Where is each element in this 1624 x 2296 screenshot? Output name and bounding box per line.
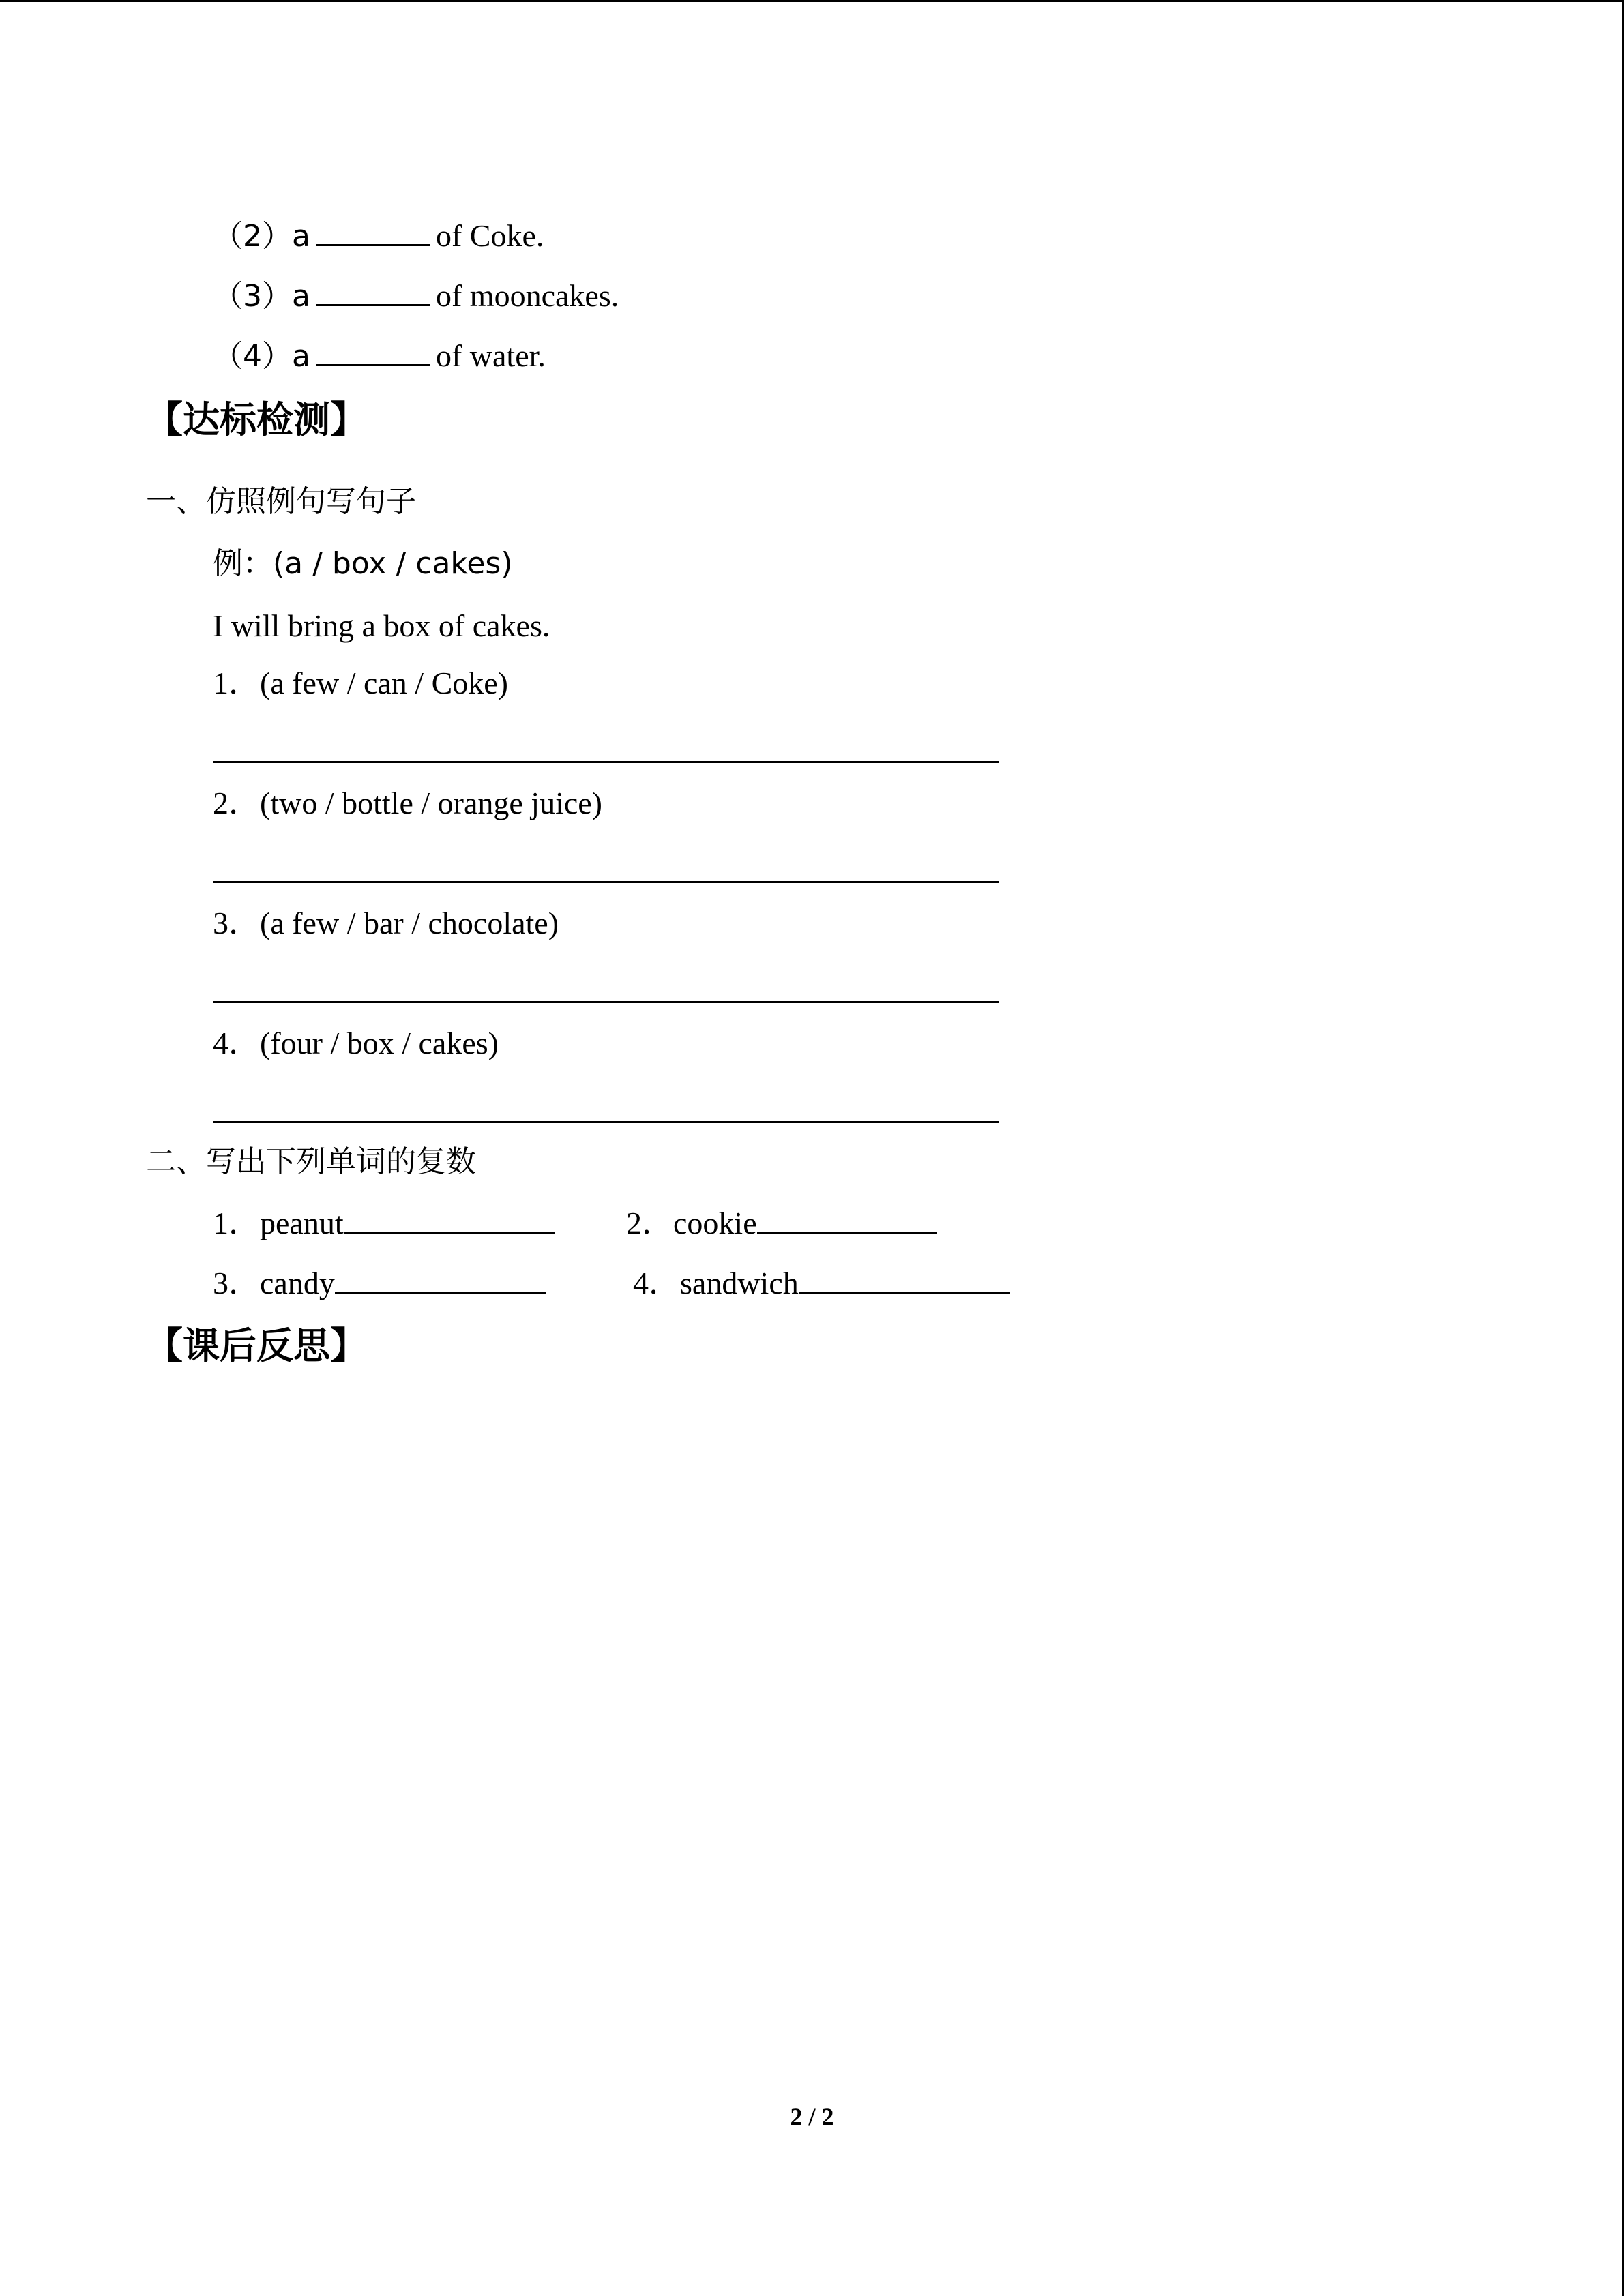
- plural-word: 4．sandwich: [633, 1266, 799, 1300]
- plural-item-4: [633, 1263, 1010, 1304]
- part1-item-4: 4．(four / box / cakes): [213, 1026, 499, 1060]
- example-answer: I will bring a box of cakes.: [213, 608, 550, 643]
- plural-blank[interactable]: [757, 1204, 937, 1234]
- fill-item-text: of mooncakes.: [435, 278, 619, 313]
- fill-blank[interactable]: [316, 277, 430, 306]
- section-heading-check: 【达标检测】: [146, 398, 367, 441]
- part2-title: 二、写出下列单词的复数: [146, 1144, 476, 1179]
- plural-blank[interactable]: [335, 1264, 546, 1294]
- page-top-border: [0, 0, 1624, 2]
- plural-word: 2．cookie: [626, 1206, 757, 1240]
- fill-item-4: [213, 336, 546, 377]
- page-number: 2 / 2: [790, 2103, 834, 2130]
- plural-blank[interactable]: [799, 1264, 1010, 1294]
- part1-item-3: 3．(a few / bar / chocolate): [213, 906, 559, 940]
- answer-line-4[interactable]: [213, 1121, 999, 1123]
- plural-item-1: [213, 1203, 555, 1244]
- fill-blank[interactable]: [316, 217, 430, 246]
- plural-blank[interactable]: [344, 1204, 555, 1234]
- fill-item-label: （2）a: [213, 219, 310, 254]
- example-label: [213, 543, 512, 584]
- answer-line-2[interactable]: [213, 881, 999, 883]
- fill-item-2: [213, 215, 544, 257]
- plural-item-3: [213, 1263, 546, 1304]
- answer-line-1[interactable]: [213, 761, 999, 763]
- fill-item-text: of Coke.: [435, 218, 544, 253]
- example-prompt: 例：(a / box / cakes): [213, 546, 513, 581]
- fill-item-text: of water.: [435, 338, 546, 373]
- answer-line-3[interactable]: [213, 1001, 999, 1003]
- plural-word: 1．peanut: [213, 1206, 344, 1240]
- part1-item-2: 2．(two / bottle / orange juice): [213, 786, 603, 820]
- plural-item-2: [626, 1203, 937, 1244]
- section-heading-reflection: 【课后反思】: [146, 1324, 367, 1367]
- fill-item-3: [213, 275, 619, 317]
- part1-title: 一、仿照例句写句子: [146, 484, 416, 519]
- fill-blank[interactable]: [316, 337, 430, 366]
- plural-word: 3．candy: [213, 1266, 335, 1300]
- fill-item-label: （3）a: [213, 279, 310, 314]
- part1-item-1: 1．(a few / can / Coke): [213, 666, 509, 700]
- fill-item-label: （4）a: [213, 339, 310, 374]
